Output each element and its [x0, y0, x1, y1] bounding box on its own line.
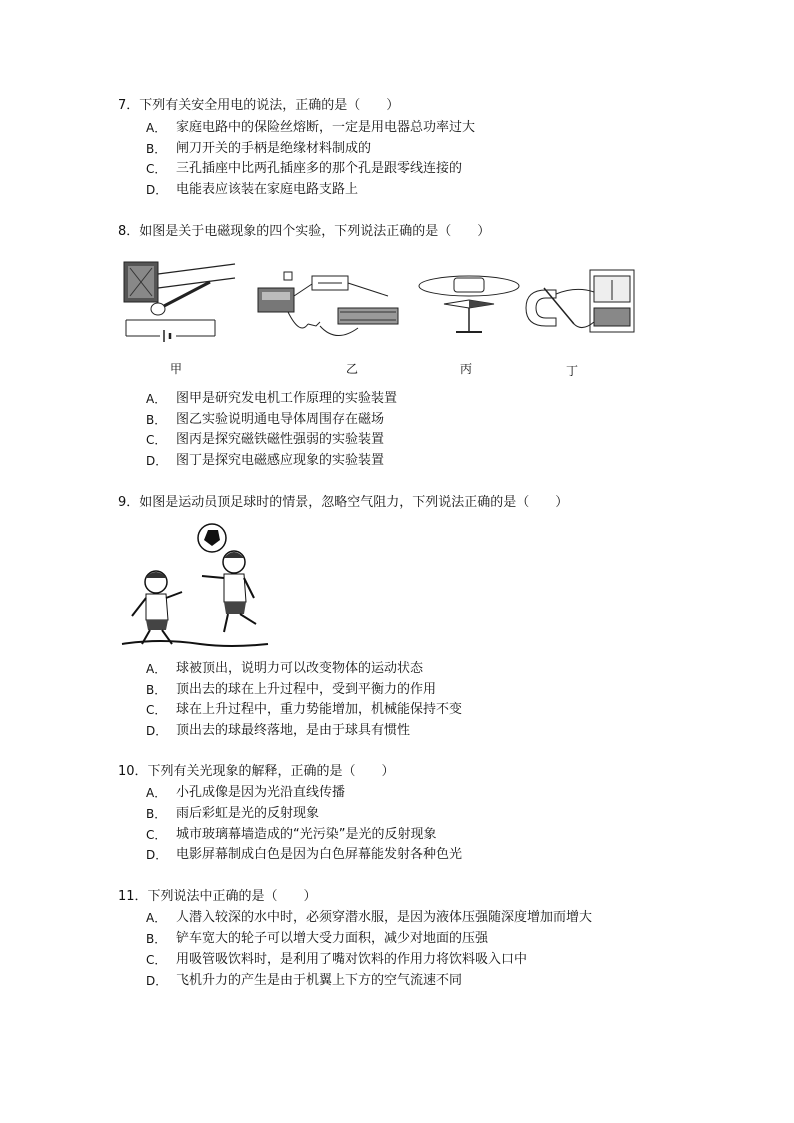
- option-letter: B．: [146, 807, 167, 821]
- figure-heading-football: [120, 520, 270, 650]
- figure-bing-compass-apparatus: [414, 272, 524, 342]
- option-letter: B．: [146, 413, 167, 427]
- option-text: 铲车宽大的轮子可以增大受力面积，减少对地面的压强: [176, 931, 489, 946]
- option-letter: D．: [146, 183, 168, 197]
- option-text: 闸刀开关的手柄是绝缘材料制成的: [176, 141, 372, 156]
- option-letter: B．: [146, 142, 167, 156]
- option-text: 图丁是探究电磁感应现象的实验装置: [176, 453, 385, 468]
- option-text: 图丙是探究磁铁磁性强弱的实验装置: [176, 432, 385, 447]
- option-letter: C．: [146, 433, 167, 447]
- option-text: 小孔成像是因为光沿直线传播: [176, 785, 346, 800]
- figure-ding-galvanometer-apparatus: [516, 262, 646, 348]
- option-letter: D．: [146, 848, 168, 862]
- question-10-stem: 10．下列有关光现象的解释，正确的是（ ）: [118, 764, 395, 779]
- option-text: 顶出去的球最终落地，是由于球具有惯性: [176, 723, 411, 738]
- option-letter: C．: [146, 953, 167, 967]
- figure-label-bing: 丙: [460, 362, 473, 376]
- option-letter: D．: [146, 974, 168, 988]
- figure-label-ding: 丁: [566, 364, 579, 378]
- option-letter: C．: [146, 703, 167, 717]
- figure-label-yi: 乙: [346, 362, 359, 376]
- option-text: 三孔插座中比两孔插座多的那个孔是跟零线连接的: [176, 161, 463, 176]
- figure-label-jia: 甲: [170, 362, 183, 376]
- option-text: 家庭电路中的保险丝熔断，一定是用电器总功率过大: [176, 120, 476, 135]
- option-text: 图乙实验说明通电导体周围存在磁场: [176, 412, 385, 427]
- question-7-stem: 7．下列有关安全用电的说法，正确的是（ ）: [118, 98, 400, 113]
- option-text: 城市玻璃幕墙造成的“光污染”是光的反射现象: [176, 827, 437, 842]
- question-11-stem: 11．下列说法中正确的是（ ）: [118, 889, 317, 904]
- option-text: 球在上升过程中，重力势能增加，机械能保持不变: [176, 702, 463, 717]
- option-letter: A．: [146, 911, 167, 925]
- option-letter: A．: [146, 392, 167, 406]
- figure-jia-induction-apparatus: [120, 254, 240, 346]
- option-letter: C．: [146, 162, 167, 176]
- option-text: 人潜入较深的水中时，必须穿潜水服，是因为液体压强随深度增加而增大: [176, 910, 593, 925]
- option-text: 球被顶出，说明力可以改变物体的运动状态: [176, 661, 424, 676]
- option-text: 飞机升力的产生是由于机翼上下方的空气流速不同: [176, 973, 463, 988]
- option-text: 图甲是研究发电机工作原理的实验装置: [176, 391, 398, 406]
- option-text: 电能表应该装在家庭电路支路上: [176, 182, 359, 197]
- option-letter: D．: [146, 724, 168, 738]
- option-letter: A．: [146, 786, 167, 800]
- figure-yi-circuit-apparatus: [248, 266, 408, 346]
- option-text: 雨后彩虹是光的反射现象: [176, 806, 320, 821]
- option-letter: A．: [146, 121, 167, 135]
- option-letter: A．: [146, 662, 167, 676]
- option-text: 顶出去的球在上升过程中，受到平衡力的作用: [176, 682, 437, 697]
- question-8-stem: 8．如图是关于电磁现象的四个实验，下列说法正确的是（ ）: [118, 224, 491, 239]
- option-letter: C．: [146, 828, 167, 842]
- option-text: 电影屏幕制成白色是因为白色屏幕能发射各种色光: [176, 847, 463, 862]
- option-letter: B．: [146, 683, 167, 697]
- option-letter: D．: [146, 454, 168, 468]
- option-text: 用吸管吸饮料时，是利用了嘴对饮料的作用力将饮料吸入口中: [176, 952, 528, 967]
- option-letter: B．: [146, 932, 167, 946]
- question-9-stem: 9．如图是运动员顶足球时的情景，忽略空气阻力，下列说法正确的是（ ）: [118, 495, 569, 510]
